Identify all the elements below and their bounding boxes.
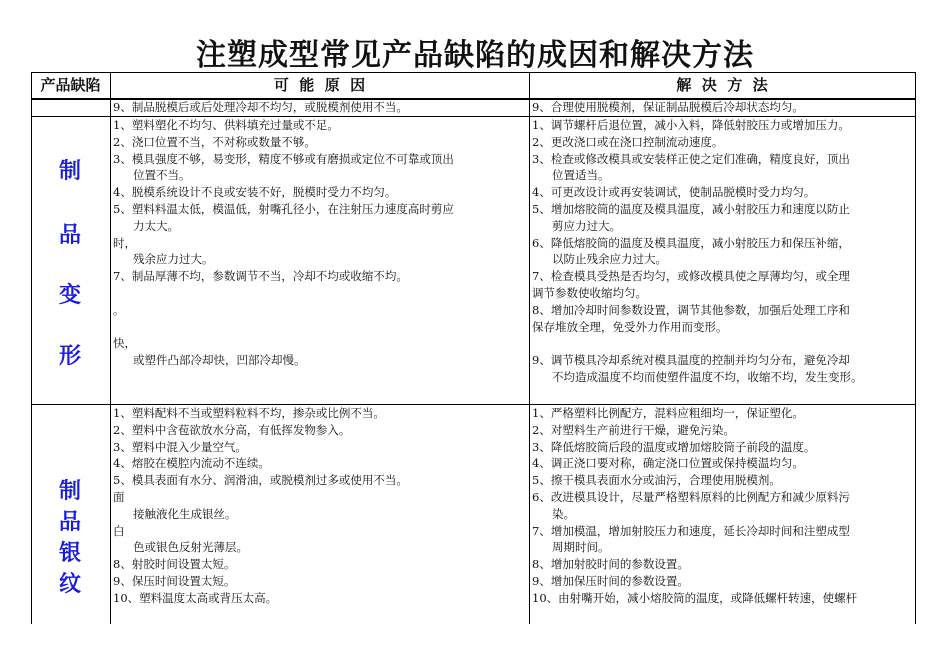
- solution-line: 2、更改浇口或在浇口控制流动速度。: [532, 134, 724, 149]
- category-char: 品: [58, 510, 81, 535]
- solution-line: 2、对塑料生产前进行干燥，避免污染。: [532, 422, 735, 437]
- solution-line: 3、检查或修改模具或安装样正使之定们准确，精度良好，顶出: [532, 151, 850, 166]
- solution-line: 7、增加模温，增加射胶压力和速度，延长冷却时间和注塑成型: [532, 523, 850, 538]
- category-char: 纹: [58, 572, 81, 597]
- header-solution: 解 决 方 法: [676, 76, 768, 94]
- continuation-cause: [113, 99, 408, 116]
- cause-line: 1、塑料塑化不均匀、供料填充过量或不足。: [113, 118, 339, 132]
- solution-line: 1、调节螺杆后退位置，减小入料，降低射胶压力或增加压力。: [532, 118, 850, 132]
- solution-line: 8、增加冷却时间参数设置，调节其他参数，加强后处理工序和: [532, 302, 850, 317]
- cause-line: 2、浇口位置不当，不对称或数量不够。: [113, 134, 316, 149]
- category-char: 银: [58, 541, 81, 566]
- cause-line: 接触液化生成银丝。: [133, 506, 237, 521]
- cause-line: 或塑件凸部冷却快，凹部冷却慢。: [133, 353, 306, 368]
- cause-line: 色或银色反射光薄层。: [133, 540, 248, 555]
- solution-line: 7、检查模具受热是否均匀，或修改模具使之厚薄均匀，或全理: [532, 269, 850, 284]
- solution-line: 不均造成温度不均而使塑件温度不均，收缩不均，发生变形。: [552, 369, 863, 384]
- solution-line: 1、严格塑料比例配方，混料应粗细均一，保证塑化。: [532, 406, 804, 420]
- solution-line: 9、合理使用脱模剂，保证制品脱模后冷却状态均匀。: [532, 100, 804, 114]
- solution-line: 9、调节模具冷却系统对模具温度的控制并均匀分布，避免冷却: [532, 353, 850, 368]
- solution-line: 6、改进模具设计，尽量严格塑料原料的比例配方和减少原料污: [532, 489, 850, 504]
- solution-line: 周期时间。: [552, 540, 610, 555]
- cause-line: 时，: [113, 235, 136, 250]
- cause-line: [113, 319, 454, 336]
- cause-line: 9、制品脱模后或后处理冷却不均匀，或脱模剂使用不当。: [113, 100, 408, 114]
- cause-line: 3、模具强度不够，易变形，精度不够或有磨损或定位不可靠或顶出: [113, 151, 454, 166]
- solution-line: [532, 335, 863, 352]
- solution-line: 8、增加射胶时间的参数设置。: [532, 557, 689, 572]
- solution-line: 4、调正浇口要对称，确定浇口位置或保持模温均匀。: [532, 456, 804, 471]
- solution-line: 5、增加熔胶筒的温度及模具温度，减小射胶压力和速度以防止: [532, 201, 850, 216]
- cause-line: 2、塑料中含苞欲放水分高，有低挥发物参入。: [113, 422, 351, 437]
- solution-line: 保存堆放全理，免受外力作用而变形。: [532, 319, 728, 334]
- cause-line: 快，: [113, 336, 136, 351]
- category-char: 品: [58, 223, 81, 248]
- solution-line: 10、由射嘴开始，减小熔胶筒的温度，或降低螺杆转速，使螺杆: [532, 590, 858, 605]
- solution-line: 4、可更改设计或再安装调试，使制品脱模时受力均匀。: [532, 185, 816, 200]
- category-char: 制: [58, 479, 81, 504]
- category-char: 制: [58, 159, 81, 184]
- cause-line: [113, 285, 454, 302]
- cause-line: 4、脱模系统设计不良或安装不好，脱模时受力不均匀。: [113, 185, 397, 200]
- cause-line: 面: [113, 489, 125, 504]
- solution-line: 位置适当。: [552, 168, 610, 183]
- cause-line: 。: [113, 302, 125, 317]
- cause-line: 10、塑料温度太高或背压太高。: [113, 590, 278, 605]
- cause-line: 4、熔胶在模腔内流动不连续。: [113, 456, 270, 471]
- silver-streak-solutions: [532, 405, 857, 607]
- solution-line: 6、降低熔胶筒的温度及模具温度，减小射胶压力和保压补缩，: [532, 235, 850, 250]
- cause-line: 力太大。: [133, 218, 179, 233]
- header-cause: 可 能 原 因: [273, 76, 366, 94]
- cause-line: 5、塑料料温太低，模温低，射嘴孔径小，在注射压力速度高时剪应: [113, 201, 454, 216]
- cause-line: 位置不当。: [133, 168, 191, 183]
- cause-line: 1、塑料配料不当或塑料粒料不均，掺杂或比例不当。: [113, 406, 385, 420]
- solution-line: 剪应力过大。: [552, 218, 621, 233]
- cause-line: 8、射胶时间设置太短。: [113, 557, 236, 572]
- solution-line: 9、增加保压时间的参数设置。: [532, 573, 689, 588]
- cause-line: 5、模具表面有水分、润滑油，或脱模剂过多或使用不当。: [113, 473, 408, 488]
- solution-line: 5、擦干模具表面水分或油污，合理使用脱模剂。: [532, 473, 781, 488]
- column-divider-defect: [110, 72, 111, 624]
- header-defect: 产品缺陷: [40, 76, 101, 94]
- cause-line: 7、制品厚薄不均，参数调节不当，冷却不均或收缩不均。: [113, 269, 408, 284]
- silver-streak-causes: [113, 405, 408, 607]
- continuation-solution: [532, 99, 804, 116]
- cause-line: 残余应力过大。: [133, 252, 214, 267]
- cause-line: 9、保压时间设置太短。: [113, 573, 236, 588]
- category-char: 变: [58, 283, 81, 308]
- deformation-causes: [113, 117, 454, 369]
- cause-line: 3、塑料中混入少量空气。: [113, 439, 247, 454]
- column-divider-cause: [529, 72, 530, 624]
- page-title: 注塑成型常见产品缺陷的成因和解决方法: [196, 38, 754, 73]
- category-char: 形: [58, 344, 81, 369]
- solution-line: 调节参数使收缩均匀。: [532, 285, 647, 300]
- deformation-solutions: [532, 117, 863, 386]
- solution-line: 3、降低熔胶筒后段的温度或增加熔胶筒子前段的温度。: [532, 439, 816, 454]
- cause-line: 白: [113, 523, 125, 538]
- solution-line: 染。: [552, 506, 575, 521]
- table-right-border: [915, 72, 916, 624]
- solution-line: 以防止残余应力过大。: [552, 252, 667, 267]
